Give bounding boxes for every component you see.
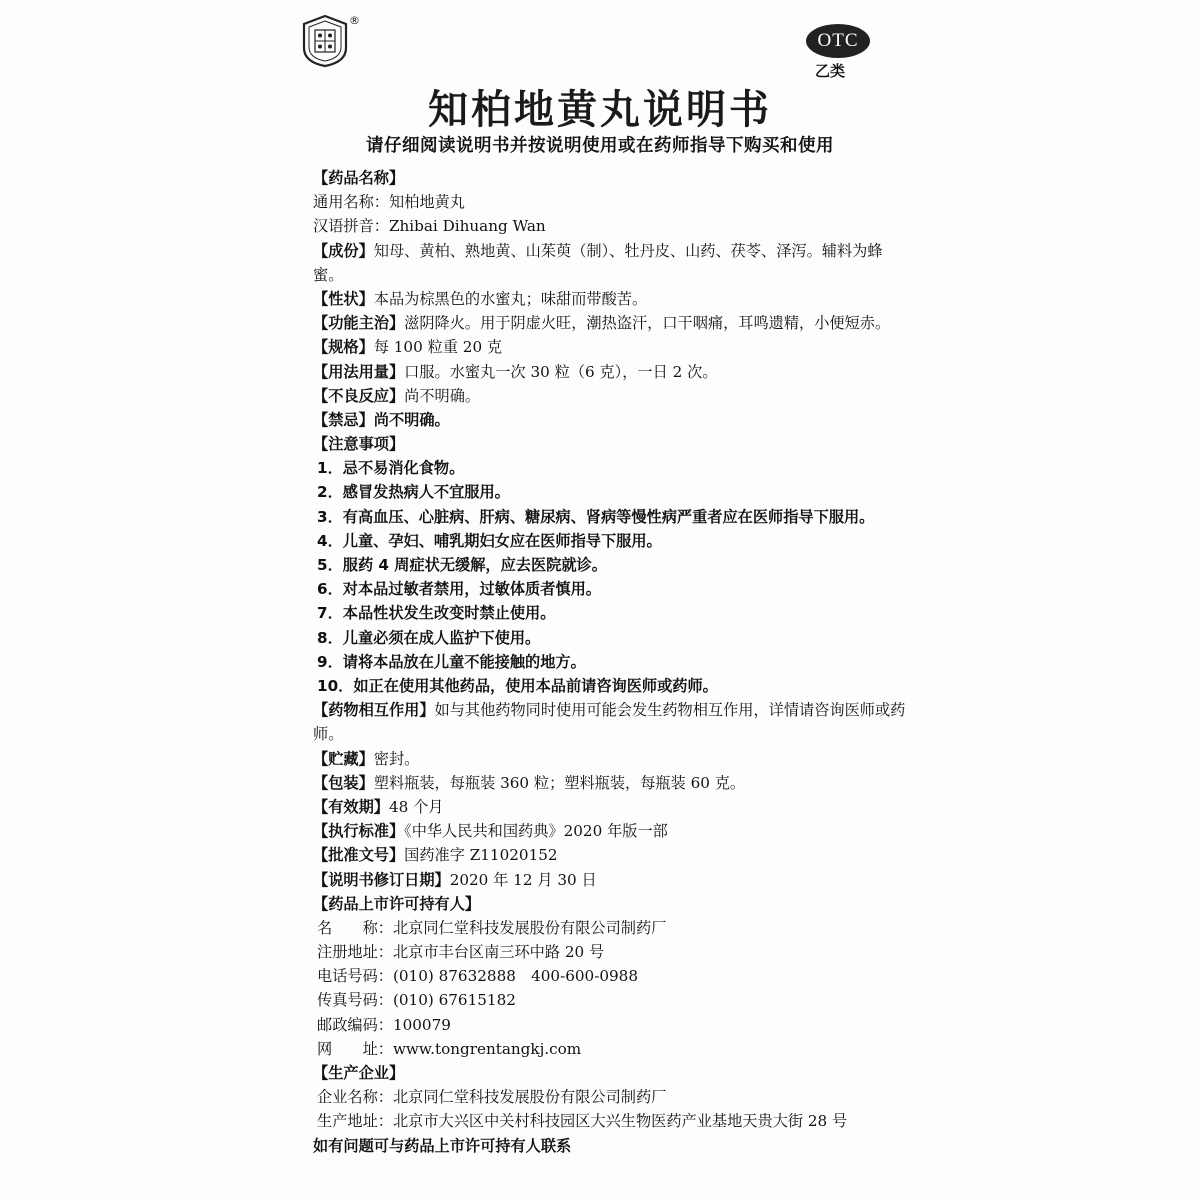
specification-section	[313, 335, 909, 359]
precaution-item: 7．本品性状发生改变时禁止使用。	[317, 604, 556, 623]
mah-fax: 传真号码：(010) 67615182	[317, 991, 516, 1010]
mah-name: 名 称：北京同仁堂科技发展股份有限公司制药厂	[317, 918, 667, 937]
adverse-reactions-heading: 【不良反应】	[313, 386, 405, 405]
specification-heading: 【规格】	[313, 338, 374, 357]
mah-heading: 【药品上市许可持有人】	[313, 894, 481, 913]
dosage-heading: 【用法用量】	[313, 362, 405, 381]
mah-address: 注册地址：北京市丰台区南三环中路 20 号	[317, 943, 605, 962]
character-section	[313, 287, 909, 311]
storage-text: 密封。	[373, 749, 420, 768]
precautions-heading: 【注意事项】	[313, 435, 405, 454]
document-title: 知柏地黄丸说明书	[428, 87, 772, 133]
otc-badge: OTC	[806, 24, 870, 58]
precaution-item: 4．儿童、孕妇、哺乳期妇女应在医师指导下服用。	[317, 531, 662, 550]
precaution-item: 6．对本品过敏者禁用，过敏体质者慎用。	[317, 580, 601, 599]
contraindications-text: 尚不明确。	[373, 410, 450, 429]
ingredients-text: 知母、黄柏、熟地黄、山茱萸（制）、牡丹皮、山药、茯苓、泽泻。辅料为蜂蜜。	[313, 241, 883, 284]
precaution-item: 1．忌不易消化食物。	[317, 459, 465, 478]
precaution-item: 9．请将本品放在儿童不能接触的地方。	[317, 652, 586, 671]
specification-text: 每 100 粒重 20 克	[373, 338, 503, 357]
indications-text: 滋阴降火。用于阴虚火旺，潮热盗汗，口干咽痛，耳鸣遗精，小便短赤。	[404, 314, 891, 333]
precaution-item: 3．有高血压、心脏病、肝病、糖尿病、肾病等慢性病严重者应在医师指导下服用。	[317, 507, 875, 526]
storage-section	[313, 747, 909, 771]
validity-section	[313, 795, 909, 819]
ingredients-heading: 【成份】	[313, 241, 374, 260]
precaution-item: 10．如正在使用其他药品，使用本品前请咨询医师或药师。	[317, 676, 718, 695]
registered-mark: ®	[349, 14, 360, 27]
packaging-section	[313, 771, 909, 795]
drug-name-heading: 【药品名称】	[313, 169, 405, 187]
manufacturer-name: 企业名称：北京同仁堂科技发展股份有限公司制药厂	[317, 1088, 667, 1107]
revision-heading: 【说明书修订日期】	[313, 870, 450, 889]
adverse-reactions-section	[313, 384, 909, 408]
leaflet-body	[313, 166, 909, 1158]
standard-text: 《中华人民共和国药典》2020 年版一部	[404, 822, 668, 841]
validity-heading: 【有效期】	[313, 797, 389, 816]
approval-heading: 【批准文号】	[313, 846, 405, 865]
contraindications-heading: 【禁忌】	[313, 410, 374, 429]
dosage-text: 口服。水蜜丸一次 30 粒（6 克），一日 2 次。	[404, 362, 718, 381]
adverse-reactions-text: 尚不明确。	[404, 386, 481, 405]
character-heading: 【性状】	[313, 289, 374, 308]
indications-section	[313, 311, 909, 335]
revision-text: 2020 年 12 月 30 日	[449, 870, 597, 889]
otc-class-label: 乙类	[815, 62, 846, 80]
manufacturer-address: 生产地址：北京市大兴区中关村科技园区大兴生物医药产业基地天贵大街 28 号	[317, 1112, 848, 1131]
ingredients-section	[313, 239, 909, 287]
dosage-section	[313, 360, 909, 384]
tongrentang-logo-icon	[300, 14, 350, 68]
interactions-section	[313, 698, 909, 746]
character-text: 本品为棕黑色的水蜜丸；味甜而带酸苦。	[373, 289, 648, 308]
packaging-text: 塑料瓶装，每瓶装 360 粒；塑料瓶装，每瓶装 60 克。	[373, 773, 746, 792]
contraindications-section	[313, 408, 909, 432]
approval-text: 国药准字 Z11020152	[404, 846, 558, 865]
generic-name: 通用名称：知柏地黄丸	[313, 193, 465, 212]
footer-note: 如有问题可与药品上市许可持有人联系	[313, 1136, 572, 1155]
standard-section	[313, 819, 909, 843]
standard-heading: 【执行标准】	[313, 822, 405, 841]
indications-heading: 【功能主治】	[313, 314, 405, 333]
interactions-heading: 【药物相互作用】	[313, 701, 435, 720]
document-subtitle: 请仔细阅读说明书并按说明使用或在药师指导下购买和使用	[366, 136, 834, 156]
interactions-text: 如与其他药物同时使用可能会发生药物相互作用，详情请咨询医师或药师。	[313, 701, 906, 744]
precaution-item: 5．服药 4 周症状无缓解，应去医院就诊。	[317, 556, 607, 575]
revision-section	[313, 868, 909, 892]
packaging-heading: 【包装】	[313, 773, 374, 792]
approval-section	[313, 843, 909, 867]
mah-phone: 电话号码：(010) 87632888 400-600-0988	[317, 967, 638, 986]
precaution-item: 8．儿童必须在成人监护下使用。	[317, 628, 541, 647]
storage-heading: 【贮藏】	[313, 749, 374, 768]
precaution-item: 2．感冒发热病人不宜服用。	[317, 483, 510, 502]
mah-postcode: 邮政编码：100079	[317, 1015, 451, 1034]
manufacturer-heading: 【生产企业】	[313, 1064, 405, 1083]
pinyin-name: 汉语拼音：Zhibai Dihuang Wan	[313, 217, 546, 236]
validity-text: 48 个月	[388, 797, 444, 816]
mah-website: 网 址：www.tongrentangkj.com	[317, 1039, 582, 1058]
